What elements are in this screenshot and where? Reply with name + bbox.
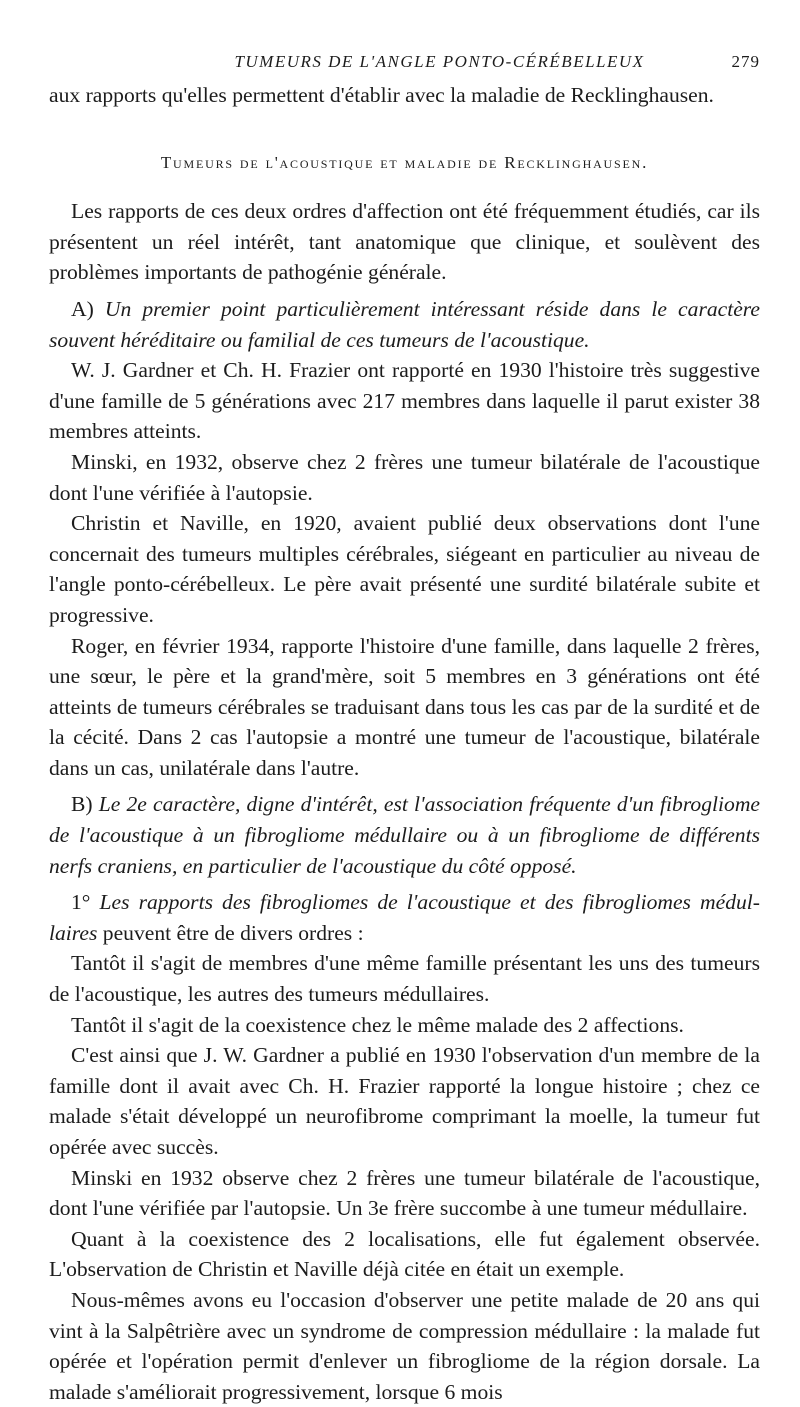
point-1-italic: Les rapports des fibrogliomes de l'acoustique et des fibrogliomes médullaires	[49, 890, 760, 945]
paragraph-gardner-observation: C'est ainsi que J. W. Gardner a publié en 1930 l'observation d'un membre de la famille dont il avait avec Ch. H. Frazier rapporté la longue histoire ; chez ce malade s'était développé un neurofibrome comprimant la moelle, la tumeur fut opérée avec succès.	[49, 1043, 760, 1159]
running-header	[49, 52, 760, 80]
point-1-rest: peuvent être de divers ordres :	[97, 920, 364, 945]
paragraph-intro: Les rapports de ces deux ordres d'affection ont été fréquemment étudiés, car ils présentent un réel intérêt, tant anatomique que clinique, et soulèvent des problèmes importants de pathogénie générale.	[49, 199, 760, 285]
point-1-label: 1°	[71, 890, 100, 915]
section-heading: Tumeurs de l'acoustique et maladie de Recklinghausen.	[160, 152, 649, 172]
page-body	[49, 80, 760, 1407]
paragraph-minski-2: Minski en 1932 observe chez 2 frères une tumeur bilatérale de l'acoustique, dont l'une vérifiée par l'autopsie. Un 3e frère succombe à une tumeur médullaire.	[49, 1165, 760, 1221]
paragraph-roger: Roger, en février 1934, rapporte l'histoire d'une famille, dans laquelle 2 frères, une sœur, le père et la grand'mère, soit 5 membres en 3 générations ont été atteints de tumeurs cérébrales se traduisant dans tous les cas par de la surdité et de la cécité. Dans 2 cas l'autopsie a montré une tumeur de l'acoustique, bilatérale dans un cas, unilatérale dans l'autre.	[49, 633, 760, 780]
paragraph-coexistence: Quant à la coexistence des 2 localisations, elle fut également observée. L'observation de Christin et Naville déjà citée en était un exemple.	[49, 1226, 760, 1282]
point-b-text: Le 2e caractère, digne d'intérêt, est l'association fréquente d'un fibrogliome de l'acoustique à un fibrogliome médullaire ou à un fibrogliome de différents nerfs craniens, en particulier de l'acoustique du côté opposé.	[49, 792, 760, 878]
paragraph-minski: Minski, en 1932, observe chez 2 frères une tumeur bilatérale de l'acoustique dont l'une vérifiée à l'autopsie.	[49, 449, 760, 505]
paragraph-gardner-frazier: W. J. Gardner et Ch. H. Frazier ont rapporté en 1930 l'histoire très suggestive d'une famille de 5 générations avec 217 membres dans laquelle il parut exister 38 membres atteints.	[49, 358, 760, 444]
paragraph-tantot-2: Tantôt il s'agit de la coexistence chez le même malade des 2 affections.	[71, 1012, 684, 1037]
paragraph-tantot-1: Tantôt il s'agit de membres d'une même famille présentant les uns des tumeurs de l'acoustique, les autres des tumeurs médullaires.	[49, 951, 760, 1007]
paragraph-christin-naville: Christin et Naville, en 1920, avaient publié deux observations dont l'une concernait des tumeurs multiples cérébrales, siégeant en particulier au niveau de l'angle ponto-cérébelleux. Le père avait présenté une surdité bilatérale subite et progressive.	[49, 511, 760, 627]
point-a-text: Un premier point particulièrement intéressant réside dans le caractère souvent héréditaire ou familial de ces tumeurs de l'acoustique.	[49, 296, 760, 352]
paragraph-continuation: aux rapports qu'elles permettent d'établir avec la maladie de Recklinghausen.	[49, 83, 714, 107]
point-b-label: B)	[71, 792, 99, 817]
point-a-label: A)	[71, 296, 105, 321]
paragraph-point-a	[49, 294, 760, 355]
page-number: 279	[731, 52, 760, 71]
paragraph-point-1	[49, 887, 760, 948]
paragraph-own-case: Nous-mêmes avons eu l'occasion d'observer une petite malade de 20 ans qui vint à la Salpêtrière avec un syndrome de compression médullaire : la malade fut opérée et l'opération permit d'enlever un fibrogliome de la région dorsale. La malade s'améliorait progressivement, lorsque 6 mois	[49, 1287, 760, 1404]
paragraph-point-b	[49, 789, 760, 881]
running-title: TUMEURS DE L'ANGLE PONTO-CÉRÉBELLEUX	[234, 52, 645, 71]
